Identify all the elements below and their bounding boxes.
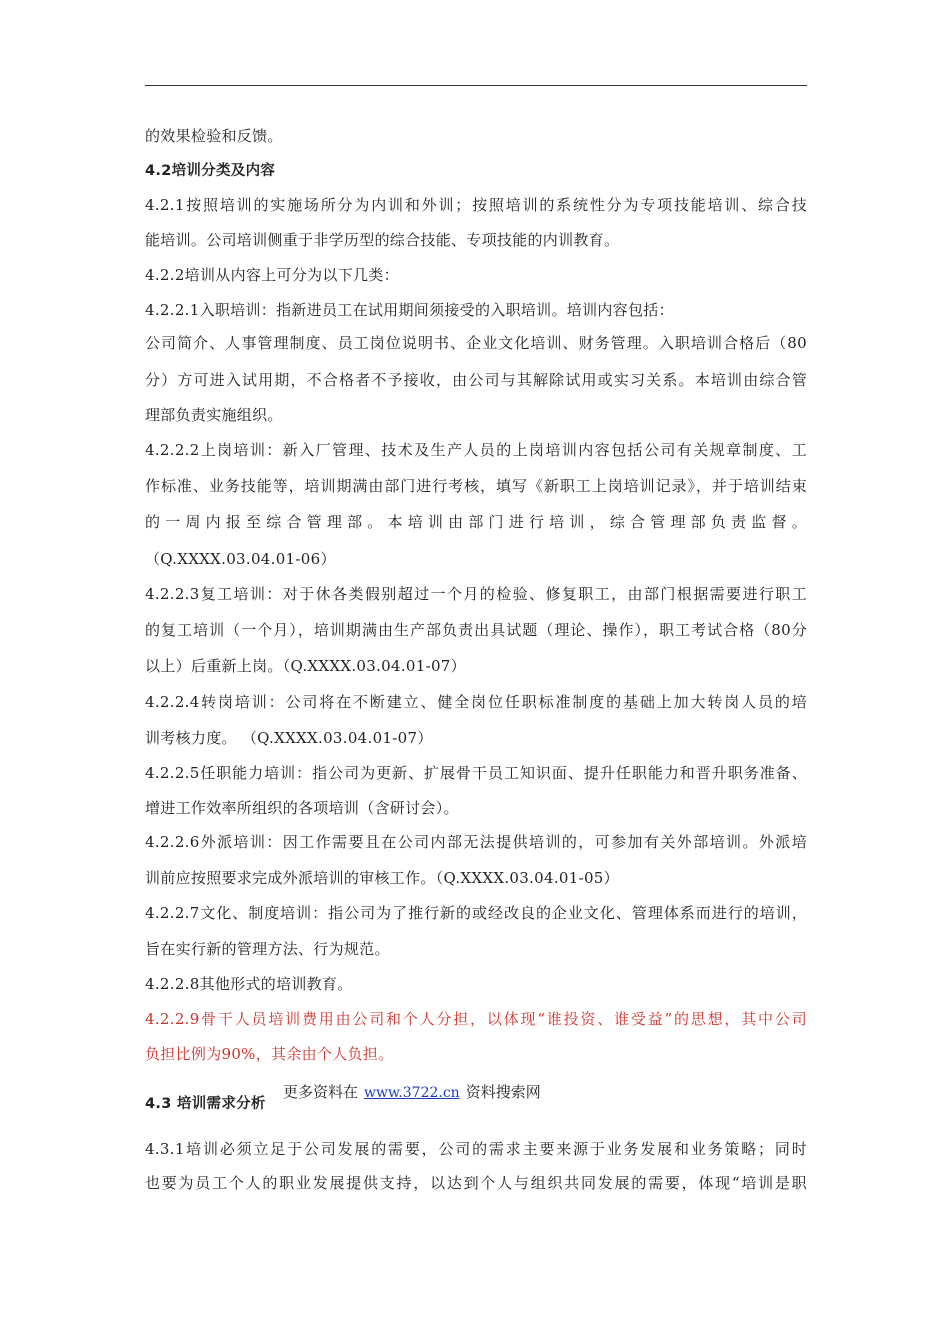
watermark-prefix: 更多资料在 — [283, 1083, 359, 1101]
highlighted-text: 4.2.2.9骨干人员培训费用由公司和个人分担，以体现“谁投资、谁受益”的思想，其中公司 — [145, 1010, 807, 1028]
body-text: 4.2.2培训从内容上可分为以下几类： — [145, 266, 399, 284]
body-text: 4.2.2.2上岗培训：新入厂管理、技术及生产人员的上岗培训内容包括公司有关规章制度、工 — [145, 441, 807, 459]
body-text: 公司简介、人事管理制度、员工岗位说明书、企业文化培训、财务管理。入职培训合格后（80 — [145, 334, 807, 352]
body-text: 4.2.2.8其他形式的培训教育。 — [145, 975, 353, 993]
watermark-link[interactable]: www.3722.cn — [364, 1085, 460, 1101]
body-text: 以上）后重新上岗。（Q.XXXX.03.04.01-07） — [145, 657, 466, 675]
body-text: 4.3.1培训必须立足于公司发展的需要，公司的需求主要来源于业务发展和业务策略；同时 — [145, 1140, 807, 1158]
body-text: 的效果检验和反馈。 — [145, 127, 283, 145]
body-text: 能培训。公司培训侧重于非学历型的综合技能、专项技能的内训教育。 — [145, 231, 620, 249]
body-text: 训考核力度。 （Q.XXXX.03.04.01-07） — [145, 729, 433, 747]
section-heading: 4.3 培训需求分析 — [145, 1096, 266, 1112]
body-text: 作标准、业务技能等，培训期满由部门进行考核，填写《新职工上岗培训记录》，并于培训结束 — [145, 477, 807, 495]
watermark-suffix: 资料搜索网 — [465, 1083, 541, 1101]
body-text: 旨在实行新的管理方法、行为规范。 — [145, 940, 390, 958]
watermark — [283, 1082, 541, 1103]
body-text: 4.2.1按照培训的实施场所分为内训和外训；按照培训的系统性分为专项技能培训、综合技 — [145, 196, 807, 214]
body-text: 理部负责实施组织。 — [145, 406, 283, 424]
body-text: 的复工培训（一个月），培训期满由生产部负责出具试题（理论、操作），职工考试合格（80分 — [145, 621, 807, 639]
body-text: 4.2.2.3复工培训：对于休各类假别超过一个月的检验、修复职工，由部门根据需要进行职工 — [145, 585, 807, 603]
body-text: （Q.XXXX.03.04.01-06） — [145, 550, 336, 568]
body-text: 训前应按照要求完成外派培训的审核工作。（Q.XXXX.03.04.01-05） — [145, 869, 619, 887]
body-text: 4.2.2.7文化、制度培训：指公司为了推行新的或经改良的企业文化、管理体系而进行的培训， — [145, 904, 807, 922]
body-text: 增进工作效率所组织的各项培训（含研讨会）。 — [145, 799, 459, 817]
body-text: 也要为员工个人的职业发展提供支持，以达到个人与组织共同发展的需要，体现“培训是职 — [145, 1174, 807, 1192]
section-heading: 4.2培训分类及内容 — [145, 163, 276, 179]
body-text: 4.2.2.4转岗培训：公司将在不断建立、健全岗位任职标准制度的基础上加大转岗人员的培 — [145, 693, 807, 711]
body-text: 分）方可进入试用期，不合格者不予接收，由公司与其解除试用或实习关系。本培训由综合管 — [145, 371, 807, 389]
body-text: 4.2.2.5任职能力培训：指公司为更新、扩展骨干员工知识面、提升任职能力和晋升职务准备、 — [145, 764, 807, 782]
highlighted-text: 负担比例为90%，其余由个人负担。 — [145, 1045, 394, 1063]
body-text: 4.2.2.6外派培训：因工作需要且在公司内部无法提供培训的，可参加有关外部培训。外派培 — [145, 833, 807, 851]
header-rule — [145, 85, 807, 86]
body-text: 的一周内报至综合管理部。本培训由部门进行培训，综合管理部负责监督。 — [145, 513, 807, 531]
body-text: 4.2.2.1入职培训：指新进员工在试用期间须接受的入职培训。培训内容包括： — [145, 301, 674, 319]
